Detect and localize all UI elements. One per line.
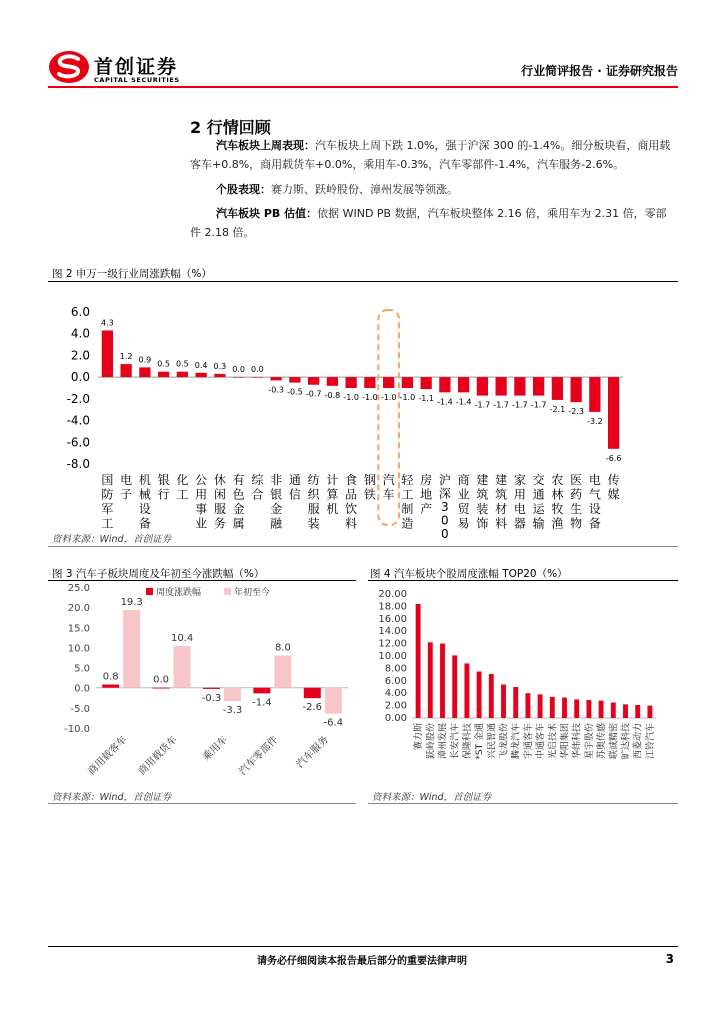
fig3-data-label: -0.3 [201,692,222,704]
fig2-data-label: -1.7 [512,400,528,410]
fig2-data-label: 4.3 [101,318,114,328]
fig2-data-label: 0.4 [194,360,208,370]
fig4-bar [599,701,604,718]
para-1-lead: 汽车板块上周表现： [216,139,315,152]
fig4-bar [562,698,567,718]
fig2-bar [346,377,357,388]
fig3-bar [174,646,191,688]
fig4-bar [440,644,445,718]
fig2-data-label: 0.5 [176,359,189,369]
fig3-y-tick: 20.0 [67,603,90,615]
fig2-data-label: -1.7 [474,400,491,410]
fig2-source: 资料来源：Wind，首创证券 [52,534,172,545]
fig2-bar [364,377,375,388]
fig3-bottom-rule [48,803,356,804]
fig2-y-tick: 6.0 [70,305,90,319]
fig4-category-label: 漳州发展 [438,723,449,760]
fig3-legend-swatch [224,588,231,595]
fig2-top-rule [48,281,678,282]
fig2-category-label: 家用电器 [513,473,526,531]
fig2-data-label: 0.9 [138,355,152,365]
header-rule [48,86,678,88]
fig4-y-tick: 12.00 [378,638,407,650]
fig4-category-label: 宇通客车 [523,723,534,760]
footer-disclaimer: 请务必仔细阅读本报告最后部分的重要法律声明 [257,956,467,967]
fig2-data-label: -0.7 [305,389,322,399]
fig4-bar [574,699,579,718]
fig4-category-label: 西菱动力 [633,723,644,760]
fig3-legend-label: 年初至今 [234,588,271,598]
fig3-y-tick: 15.0 [67,623,90,635]
fig4-bar [647,706,652,718]
fig2-bar [439,377,450,392]
fig4-y-tick: 14.00 [378,626,407,638]
fig2-bar [589,377,600,412]
fig4-y-tick: 20.00 [378,589,407,600]
para-3-text: 依据 WIND PB 数据，汽车板块整体 2.16 倍，乘用车为 2.31 倍，零部件 2.18 倍。 [190,207,667,239]
fig2-data-label: -1.7 [530,400,547,410]
fig2-category-label: 非银金融 [270,473,283,531]
fig2-category-label: 有色金属 [232,473,245,531]
fig2-bar [402,377,413,388]
fig4-category-label: 赛力斯 [414,723,425,751]
fig4-source: 资料来源：Wind，首创证券 [372,792,492,803]
fig2-bar [233,377,244,378]
fig2-bar [608,377,619,449]
fig2-category-label: 农林牧渔 [551,473,564,531]
fig2-data-label: -0.3 [268,385,284,395]
fig3-bar [102,684,119,687]
fig2-data-label: -0.5 [287,387,303,397]
fig3-category-label: 商用载客车 [86,734,130,778]
para-1 [190,136,676,174]
fig4-bar [550,697,555,718]
fig4-bar [635,705,640,718]
fig4-chart [368,582,678,782]
fig3-y-tick: 5.0 [74,663,90,675]
fig2-data-label: -0.8 [324,390,341,400]
fig2-category-label: 建筑材料 [495,473,508,531]
fig2-data-label: 0.0 [232,365,245,375]
fig2-bar [252,377,263,378]
fig2-bar [289,377,300,382]
fig4-bar [611,703,616,719]
fig2-data-label: -2.3 [568,407,584,417]
fig3-data-label: 10.4 [170,632,194,644]
fig2-bar [421,377,432,389]
fig3-category-label: 乘用车 [201,734,231,764]
fig2-bar [308,377,319,385]
fig3-data-label: 0.0 [153,674,170,686]
fig3-category-label: 汽车零部件 [237,734,281,778]
fig3-y-tick: -10.0 [64,724,90,735]
fig3-top-rule [48,580,356,581]
fig2-category-label: 传媒 [607,473,620,502]
fig2-bar [514,377,525,395]
fig3-bar [253,688,270,694]
fig4-y-tick: 0.00 [384,713,407,724]
fig2-category-label: 汽车 [382,473,395,502]
fig2-category-label: 医药生物 [570,473,583,531]
fig4-bar [416,604,421,718]
fig2-category-label: 通信 [288,473,301,502]
fig4-category-label: 江铃汽车 [645,723,656,760]
fig3-y-tick: 25.0 [67,583,90,594]
fig3-data-label: 8.0 [274,642,291,654]
fig2-bar [552,377,563,400]
fig2-category-label: 电气设备 [588,473,601,531]
fig4-category-label: 旷达科技 [621,723,632,760]
fig2-category-label: 化工 [176,473,189,502]
fig4-bar [623,704,628,718]
fig2-data-label: 0.5 [157,359,170,369]
fig2-category-label: 电子 [120,473,133,502]
fig2-caption: 图 2 申万一级行业周涨跌幅（%） [52,268,212,280]
fig3-caption: 图 3 汽车子板块周度及年初至今涨跌幅（%） [52,568,265,580]
fig2-bar [383,377,394,388]
fig4-y-tick: 18.00 [378,601,407,613]
fig3-bar [224,688,241,701]
fig2-y-tick: 4.0 [70,326,90,341]
fig3-data-label: -2.6 [302,702,323,714]
fig2-bottom-rule [48,546,678,547]
fig4-bar [525,693,530,718]
fig4-category-label: 长安汽车 [450,723,461,760]
fig3-y-tick: 10.0 [67,643,90,655]
fig4-y-tick: 10.00 [378,651,407,662]
fig4-caption: 图 4 汽车板块个股周度涨幅 TOP20（%） [370,568,568,580]
fig2-y-tick: -4.0 [66,413,90,428]
fig4-category-label: 星宇股份 [584,723,595,760]
fig4-category-label: 飞龙股份 [499,723,510,760]
fig4-category-label: 中通客车 [536,723,547,760]
fig3-legend-swatch [146,588,153,595]
fig2-bar [571,377,582,402]
fig2-category-label: 交通运输 [532,473,545,531]
fig2-bar [121,364,132,377]
fig2-bar [196,373,207,377]
fig2-bar [496,377,507,395]
fig2-y-tick: -2.0 [66,391,90,406]
fig4-bar [538,694,543,718]
fig4-category-label: 华纬科技 [572,723,583,760]
fig4-category-label: 腾龙汽车 [511,723,522,760]
fig3-bar [153,688,170,689]
fig2-bar [214,374,225,377]
fig4-category-label: 苏奥传感 [597,723,608,760]
fig3-y-tick: 0.0 [74,683,90,695]
fig2-data-label: -1.4 [455,397,472,407]
fig3-bar [274,655,291,687]
fig3-data-label: 0.8 [102,671,119,683]
fig2-bar [458,377,469,392]
logo-icon [48,50,90,84]
fig3-category-label: 商用载货车 [136,734,180,778]
fig2-data-label: -1.0 [362,393,378,402]
fig3-data-label: -1.4 [252,697,272,709]
fig4-bottom-rule [368,803,678,804]
fig2-category-label: 机械设备 [138,473,151,531]
para-2-lead: 个股表现： [216,183,271,196]
fig4-top-rule [368,580,678,581]
fig2-data-label: -2.1 [549,404,566,414]
fig2-data-label: 0.0 [251,365,264,375]
fig2-bar [177,372,188,377]
fig2-y-tick: 0.0 [70,370,90,385]
fig4-bar [501,685,506,718]
page-header [48,50,678,90]
fig2-data-label: -1.4 [437,397,453,407]
para-1-text: 汽车板块上周下跌 1.0%，强于沪深 300 的-1.4%。细分板块看，商用载客车+0.8%，商用载货车+0.0%，乘用车-0.3%，汽车零部件-1.4%，汽车服务-2.6%。 [190,139,671,171]
fig4-category-label: 华阳集团 [560,723,571,760]
para-2-text: 赛力斯、跃岭股份、漳州发展等领涨。 [271,183,458,196]
fig4-y-tick: 4.00 [384,688,407,700]
logo-english: CAPITAL SECURITIES [94,76,180,84]
section-title: 2 行情回顾 [190,118,271,137]
fig2-category-label: 沪深 3 0 0 [438,473,451,541]
fig3-data-label: -3.3 [222,705,243,717]
fig2-category-label: 房地产 [420,473,433,516]
fig3-category-label: 汽车服务 [294,734,331,771]
fig2-category-label: 纺织服装 [307,473,320,531]
fig3-data-label: -6.4 [323,717,344,729]
fig2-data-label: 1.2 [119,352,133,362]
page-number: 3 [665,952,674,966]
fig3-y-tick: -5.0 [70,703,90,715]
fig2-data-label: -1.7 [493,400,509,410]
fig2-category-label: 银行 [157,473,170,502]
fig4-bar [452,655,457,718]
fig2-data-label: -1.0 [380,393,397,402]
fig4-category-label: 光启技术 [548,723,559,760]
fig2-data-label: -6.6 [605,453,622,463]
fig3-bar [203,688,220,689]
para-2 [190,180,676,199]
fig3-legend-label: 周度涨跌幅 [156,588,202,598]
fig2-category-label: 公用事业 [195,473,208,531]
fig3-bar [304,688,321,698]
fig2-category-label: 计算机 [326,473,339,516]
fig3-data-label: 19.3 [120,596,143,608]
fig2-y-tick: -8.0 [66,457,90,471]
fig4-category-label: 保隆科技 [462,723,473,760]
fig4-category-label: 联诚精密 [609,723,620,760]
fig3-bar [123,610,140,688]
fig2-data-label: -1.1 [418,394,434,404]
fig3-bar [325,688,342,714]
fig4-y-tick: 6.00 [384,675,407,687]
footer-rule [48,946,678,947]
fig2-bar [158,372,169,377]
fig2-bar [477,377,488,395]
fig4-bar [477,672,482,719]
fig4-category-label: 跃岭股份 [426,723,437,760]
para-3 [190,204,676,242]
fig2-y-tick: 2.0 [70,348,90,363]
fig2-category-label: 综合 [251,473,264,502]
fig4-y-tick: 2.00 [384,700,407,712]
fig3-source: 资料来源：Wind，首创证券 [52,792,172,803]
fig2-bar [271,377,282,380]
fig4-bar [464,663,469,718]
fig4-bar [428,642,433,718]
fig4-y-tick: 16.00 [378,613,407,625]
fig2-data-label: -1.0 [343,393,359,402]
fig2-bar [102,330,113,377]
fig2-category-label: 建筑装饰 [476,473,489,531]
report-type: 行业简评报告 · 证券研究报告 [521,64,678,78]
fig2-category-label: 轻工制造 [401,473,414,531]
fig2-data-label: -3.2 [587,416,603,426]
fig2-bar [327,377,338,386]
fig4-bar [513,687,518,718]
fig2-category-label: 商业贸易 [457,473,470,531]
fig4-y-tick: 8.00 [384,663,407,675]
fig4-bar [586,700,591,718]
fig3-chart [48,582,358,782]
logo-name: 首创证券 [94,56,179,78]
fig2-category-label: 食品饮料 [345,473,358,531]
fig4-bar [489,674,494,718]
fig4-category-label: *ST 金通 [475,723,486,760]
fig2-bar [139,367,150,377]
fig2-category-label: 国防军工 [101,473,114,531]
fig2-bar [533,377,544,395]
fig2-category-label: 钢铁 [363,473,376,502]
fig2-y-tick: -6.0 [66,435,90,450]
fig2-data-label: -1.0 [399,393,416,402]
para-3-lead: 汽车板块 PB 估值： [216,207,318,220]
fig4-category-label: 兴民智通 [487,723,498,760]
fig2-category-label: 休闲服务 [213,473,226,531]
fig2-data-label: 0.3 [213,361,227,371]
